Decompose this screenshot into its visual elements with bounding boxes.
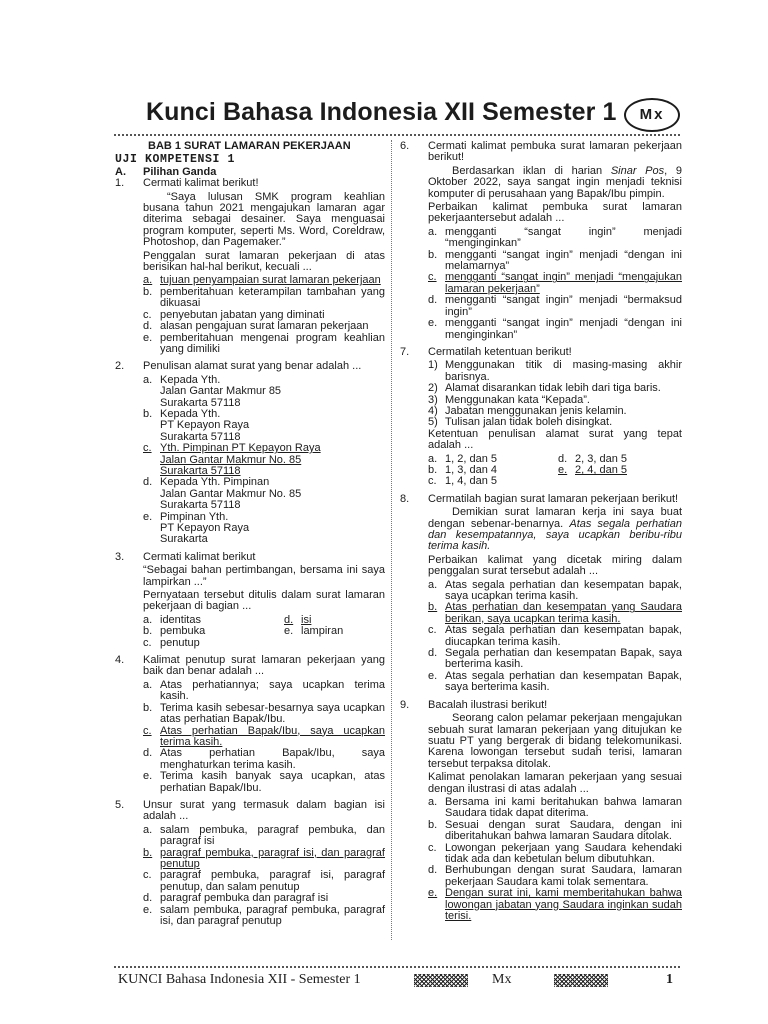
option-text: penyebutan jabatan yang diminati	[160, 308, 325, 321]
option-b	[143, 703, 385, 726]
question-5	[115, 800, 385, 927]
option-text: Atas perhatian Bapak/Ibu, saya ucapkan terima kasih.	[160, 724, 385, 748]
option-letter: d.	[428, 294, 438, 307]
option-a	[428, 797, 682, 820]
option-text: Atas perhatian dan kesempatan yang Saudara berikan, saya ucapkan terima kasih.	[445, 601, 682, 625]
option-letter: e.	[143, 903, 153, 916]
option-a	[143, 825, 385, 848]
question-stem: Unsur surat yang termasuk dalam bagian isi adalah ...	[143, 798, 385, 823]
passage-text: , 9 Oktober 2022, saya sangat ingin menjadi teknisi komputer di perusahaan yang Bapak/Ibu pimpin.	[428, 164, 682, 200]
option-letter: b.	[143, 285, 153, 298]
address-line: Kepada Yth. Pimpinan	[160, 476, 270, 489]
question-prompt: Ketentuan penulisan alamat surat yang tepat adalah ...	[428, 427, 682, 452]
option-c	[428, 272, 682, 295]
subsection-label: Pilihan Ganda	[143, 165, 217, 178]
question-7	[400, 347, 682, 488]
option-text: pemberitahuan keterampilan tambahan yang dikuasai	[160, 285, 385, 310]
question-6	[400, 141, 682, 341]
option-letter: e.	[143, 510, 153, 523]
option-a	[143, 680, 385, 703]
footer-mx: Mx	[492, 972, 512, 987]
option-letter: b.	[428, 248, 438, 261]
option-text: 2, 3, dan 5	[575, 452, 627, 465]
option-letter: d.	[143, 476, 153, 489]
option-text: 2, 4, dan 5	[575, 463, 627, 476]
option-e	[143, 771, 385, 794]
option-text: paragraf pembuka dan paragraf isi	[160, 892, 329, 905]
question-stem: Cermati kalimat berikut!	[143, 177, 259, 190]
option-letter: a.	[143, 274, 153, 287]
option-text: lampiran	[301, 625, 344, 638]
option-letter: a.	[428, 578, 438, 591]
option-letter: c.	[428, 271, 437, 284]
option-letter: b.	[428, 601, 438, 614]
rule-text: Menggunakan kata “Kepada”.	[445, 393, 590, 406]
option-text: Sesuai dengan surat Saudara, dengan ini diberitahukan bahwa lamaran Saudara ditolak.	[445, 818, 682, 843]
question-prompt: Pernyataan tersebut ditulis dalam surat lamaran pekerjaan di bagian ...	[143, 589, 385, 613]
option-e	[428, 888, 682, 922]
option-b	[143, 848, 385, 871]
option-b	[143, 409, 385, 443]
option-text: 1, 2, dan 5	[445, 452, 497, 465]
option-c	[143, 870, 385, 893]
option-text: 1, 3, dan 4	[445, 463, 497, 476]
option-letter: c.	[428, 841, 437, 854]
question-stem: Penulisan alamat surat yang benar adalah ...	[143, 360, 362, 373]
option-letter: c.	[143, 869, 152, 882]
passage-italic: Atas segala perhatian dan kesempatannya, saya ucapkan beribu-ribu terima kasih.	[428, 517, 682, 553]
option-text: Terima kasih banyak saya ucapkan, atas perhatian Bapak/Ibu.	[160, 770, 385, 794]
option-a	[428, 227, 682, 250]
right-column	[400, 141, 682, 928]
question-number: 8.	[400, 492, 410, 505]
question-2	[115, 361, 385, 546]
question-stem: Kalimat penutup surat lamaran pekerjaan yang baik dan benar adalah ...	[143, 654, 385, 678]
option-b	[428, 820, 682, 843]
option-text: salam pembuka, paragraf pembuka, dan paragraf isi	[160, 823, 385, 848]
option-text: Atas perhatian Bapak/Ibu, saya menghaturkan terima kasih.	[160, 747, 385, 771]
address-line: Surakarta 57118	[160, 430, 241, 443]
option-letter: b.	[143, 701, 153, 714]
option-text: Atas perhatiannya; saya ucapkan terima kasih.	[160, 678, 385, 703]
option-c	[143, 726, 385, 749]
option-e	[428, 671, 682, 694]
option-letter: d.	[143, 747, 153, 760]
option-text: Atas segala perhatian dan kesempatan Bapak, saya berterima kasih.	[445, 669, 682, 694]
question-1	[115, 178, 385, 355]
option-text: penutup	[160, 636, 200, 649]
option-e	[284, 626, 385, 637]
option-letter: a.	[428, 795, 438, 808]
option-c	[143, 638, 278, 649]
option-letter: a.	[143, 373, 153, 386]
option-text: mengganti “sangat ingin” menjadi “menginginkan”	[445, 225, 682, 250]
option-d	[428, 865, 682, 888]
option-letter: c.	[143, 442, 152, 455]
question-quote: “Sebagai bahan pertimbangan, bersama ini saya lampirkan ...”	[143, 564, 385, 588]
question-4	[115, 655, 385, 794]
page-footer	[118, 972, 678, 994]
question-stem: Cermati kalimat berikut	[143, 550, 256, 563]
option-e	[558, 465, 682, 476]
option-c	[428, 843, 682, 866]
question-number: 7.	[400, 345, 410, 358]
option-letter: a.	[143, 613, 153, 626]
question-quote: “Saya lulusan SMK program keahlian busana tahun 2021 mengajukan lamaran agar diterima sebagai desainer. Saya menguasai program komputer, seperti Ms. Word, Coreldraw, Photoshop, dan Pagemaker.”	[143, 190, 385, 249]
option-text: tujuan penyampaian surat lamaran pekerjaan	[160, 274, 381, 287]
option-letter: d.	[143, 320, 153, 333]
option-text: mengganti “sangat ingin” menjadi “dengan ini menginginkan”	[445, 317, 682, 341]
option-b	[428, 602, 682, 625]
address-line: Jalan Gantar Makmur 85	[160, 385, 282, 398]
option-c	[143, 443, 385, 477]
option-text: pembuka	[160, 625, 206, 638]
address-line: PT Kepayon Raya	[160, 522, 250, 534]
option-text: Bersama ini kami beritahukan bahwa lamaran Saudara tidak dapat diterima.	[445, 795, 682, 820]
question-number: 6.	[400, 140, 410, 152]
option-letter: e.	[428, 317, 438, 330]
option-e	[428, 318, 682, 341]
option-letter: e.	[143, 770, 153, 783]
rule-text: Tulisan jalan tidak boleh disingkat.	[445, 416, 613, 429]
option-letter: d.	[284, 613, 294, 626]
option-letter: e.	[558, 463, 568, 476]
page-title: Kunci Bahasa Indonesia XII Semester 1	[146, 98, 617, 126]
option-letter: e.	[143, 331, 153, 344]
option-text: Atas segala perhatian dan kesempatan bapak, saya ucapkan terima kasih.	[445, 578, 682, 603]
address-line: Surakarta 57118	[160, 464, 241, 477]
option-letter: e.	[284, 625, 294, 638]
option-text: Lowongan pekerjaan yang Saudara kehendaki tidak ada dan kebetulan belum dibutuhkan.	[445, 841, 682, 865]
option-b	[143, 287, 385, 310]
option-e	[143, 512, 385, 546]
option-letter: e.	[428, 887, 438, 900]
option-text: identitas	[160, 613, 201, 626]
chapter-title: BAB 1 SURAT LAMARAN PEKERJAAN	[148, 140, 351, 152]
option-letter: b.	[428, 818, 438, 831]
option-letter: c.	[428, 475, 437, 488]
section-heading: UJI KOMPETENSI 1	[115, 153, 236, 167]
option-text: mengganti “sangat ingin” menjadi “dengan ini melamarnya”	[445, 248, 682, 273]
option-letter: c.	[143, 308, 152, 321]
address-line: Pimpinan Yth.	[160, 510, 229, 523]
option-c	[428, 476, 552, 487]
option-text: paragraf pembuka, paragraf isi, paragraf penutup, dan salam penutup	[160, 869, 385, 893]
column-divider	[391, 140, 392, 940]
footer-divider	[114, 966, 680, 968]
option-letter: a.	[143, 678, 153, 691]
rule-item	[428, 360, 682, 383]
option-d	[143, 748, 385, 771]
rule-number: 5)	[428, 416, 438, 429]
option-text: Berhubungan dengan surat Saudara, lamaran pekerjaan Saudara kami tolak sementara.	[445, 864, 682, 888]
question-passage: Seorang calon pelamar pekerjaan mengajukan sebuah surat lamaran pekerjaan yang ditujukan ke suatu PT yang bergerak di bidang telekomunikasi. Karena lowongan tersebut sudah terisi, lamaran tersebut terpaksa ditolak.	[428, 712, 682, 770]
option-grid	[428, 454, 682, 488]
question-prompt: Kalimat penolakan lamaran pekerjaan yang sesuai dengan ilustrasi di atas adalah ...	[428, 771, 682, 795]
option-letter: a.	[428, 452, 438, 465]
address-line: Kepada Yth.	[160, 373, 221, 386]
option-letter: a.	[143, 823, 153, 836]
option-letter: b.	[143, 846, 153, 859]
rule-number: 1)	[428, 359, 438, 372]
passage-text: Berdasarkan iklan di harian	[452, 164, 611, 177]
passage-text: Demikian surat lamaran kerja ini saya buat dengan sebenar-benarnya.	[428, 506, 682, 530]
question-stem: Cermatilah ketentuan berikut!	[428, 345, 572, 358]
question-9	[400, 700, 682, 923]
crosshatch-ornament	[414, 974, 468, 987]
option-text: Terima kasih sebesar-besarnya saya ucapkan atas perhatian Bapak/Ibu.	[160, 701, 385, 726]
question-8	[400, 494, 682, 694]
option-letter: a.	[428, 225, 438, 238]
option-letter: d.	[558, 452, 568, 465]
option-letter: d.	[143, 892, 153, 905]
address-line: Surakarta 57118	[160, 396, 241, 409]
option-text: isi	[301, 613, 312, 626]
question-number: 2.	[115, 360, 125, 373]
address-line: Yth. Pimpinan PT Kepayon Raya	[160, 442, 321, 455]
question-number: 4.	[115, 654, 125, 667]
crosshatch-ornament	[554, 974, 608, 987]
rule-number: 2)	[428, 382, 438, 395]
question-stem: Bacalah ilustrasi berikut!	[428, 698, 548, 711]
rule-number: 4)	[428, 404, 438, 417]
question-prompt: Penggalan surat lamaran pekerjaan di atas berisikan hal-hal berikut, kecuali ...	[143, 249, 385, 274]
question-number: 5.	[115, 798, 125, 811]
option-letter: d.	[428, 864, 438, 877]
question-prompt: Perbaikan kalimat yang dicetak miring dalam penggalan surat tersebut adalah ...	[428, 553, 682, 578]
option-a	[143, 375, 385, 409]
subsection-letter: A.	[115, 165, 126, 178]
left-column	[115, 141, 385, 933]
option-e	[143, 333, 385, 356]
question-number: 9.	[400, 698, 410, 711]
address-line: PT Kepayon Raya	[160, 419, 250, 432]
option-e	[143, 905, 385, 928]
address-line: Jalan Gantar Makmur No. 85	[160, 487, 302, 500]
option-letter: b.	[143, 625, 153, 638]
question-prompt: Perbaikan kalimat pembuka surat lamaran pekerjaantersebut adalah ...	[428, 201, 682, 225]
option-letter: b.	[428, 463, 438, 476]
option-text: alasan pengajuan surat lamaran pekerjaan	[160, 320, 369, 333]
option-letter: c.	[143, 636, 152, 649]
address-line: Surakarta	[160, 533, 208, 546]
address-line: Kepada Yth.	[160, 407, 221, 420]
question-passage	[428, 166, 682, 200]
option-d	[428, 295, 682, 318]
passage-italic: Sinar Pos	[610, 164, 665, 177]
question-number: 3.	[115, 550, 125, 563]
option-d	[428, 648, 682, 671]
address-line: Jalan Gantar Makmur No. 85	[160, 453, 302, 466]
question-passage	[428, 507, 682, 553]
option-d	[143, 477, 385, 511]
option-b	[428, 250, 682, 273]
option-letter: e.	[428, 669, 438, 682]
option-letter: c.	[428, 624, 437, 637]
option-text: pemberitahuan mengenai program keahlian yang dimiliki	[160, 331, 385, 355]
question-stem: Cermati kalimat pembuka surat lamaran pekerjaan berikut!	[428, 140, 682, 164]
page-number: 1	[666, 972, 673, 987]
option-letter: d.	[428, 647, 438, 660]
address-line: Surakarta 57118	[160, 499, 241, 512]
question-number: 1.	[115, 177, 125, 190]
rule-item	[428, 417, 682, 428]
option-text: 1, 4, dan 5	[445, 475, 497, 488]
option-text: mengganti “sangat ingin” menjadi “bermaksud ingin”	[445, 294, 682, 318]
header-divider	[114, 134, 680, 136]
rule-number: 3)	[428, 393, 438, 406]
option-text: salam pembuka, paragraf pembuka, paragraf isi, dan paragraf penutup	[160, 903, 385, 927]
option-text: paragraf pembuka, paragraf isi, dan paragraf penutup	[160, 846, 385, 870]
option-grid	[143, 615, 385, 649]
option-letter: b.	[143, 407, 153, 420]
option-c	[428, 625, 682, 648]
rule-text: Menggunakan titik di masing-masing akhir barisnya.	[445, 359, 682, 383]
option-a	[428, 580, 682, 603]
question-stem: Cermatilah bagian surat lamaran pekerjaan berikut!	[428, 492, 679, 505]
option-text: Atas segala perhatian dan kesempatan bapak, diucapkan terima kasih.	[445, 624, 682, 648]
footer-title: KUNCI Bahasa Indonesia XII - Semester 1	[118, 972, 361, 987]
option-text: mengganti “sangat ingin” menjadi “mengajukan lamaran pekerjaan”	[445, 271, 682, 295]
option-text: Dengan surat ini, kami memberitahukan bahwa lowongan jabatan yang Saudara inginkan sudah terisi.	[445, 887, 682, 922]
mx-badge: Mx	[624, 98, 680, 132]
rule-text: Alamat disarankan tidak lebih dari tiga baris.	[445, 382, 661, 395]
option-text: Segala perhatian dan kesempatan Bapak, saya berterima kasih.	[445, 647, 682, 671]
question-3	[115, 552, 385, 649]
option-letter: c.	[143, 724, 152, 737]
rule-text: Jabatan menggunakan jenis kelamin.	[445, 404, 627, 417]
